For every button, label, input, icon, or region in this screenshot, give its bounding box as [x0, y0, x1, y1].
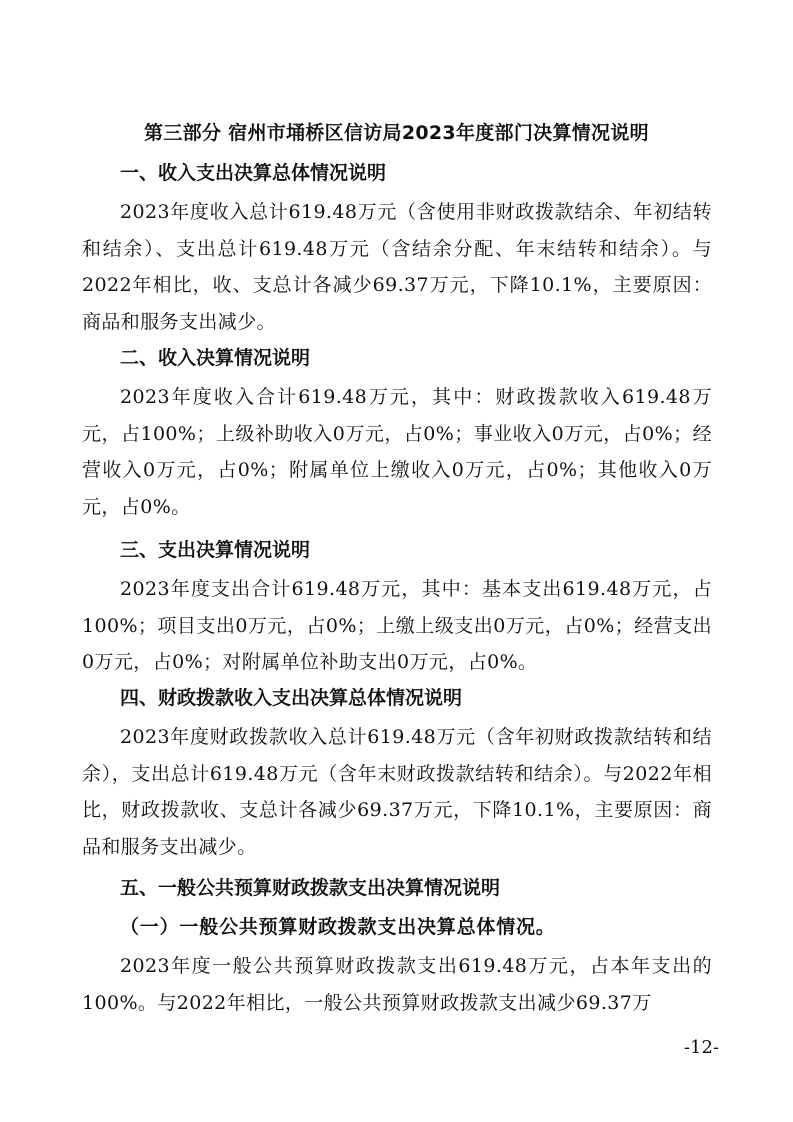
- page-title: 第三部分 宿州市埇桥区信访局2023年度部门决算情况说明: [144, 122, 649, 144]
- section-heading-5: 五、一般公共预算财政拨款支出决算情况说明: [120, 877, 501, 899]
- section-heading-1: 一、收入支出决算总体情况说明: [120, 162, 387, 184]
- section-paragraph-4: 2023年度财政拨款收入总计619.48万元（含年初财政拨款结转和结余），支出总计619.48万元（含年末财政拨款结转和结余）。与2022年相比，财政拨款收、支总计各减少69.37万元，下降10.1%，主要原因：商品和服务支出减少。: [82, 726, 712, 858]
- section-paragraph-2: 2023年度收入合计619.48万元，其中：财政拨款收入619.48万元，占100%；上级补助收入0万元，占0%；事业收入0万元，占0%；经营收入0万元，占0%；附属单位上缴收入0万元，占0%；其他收入0万元，占0%。: [82, 386, 712, 518]
- section-paragraph-3: 2023年度支出合计619.48万元，其中：基本支出619.48万元，占100%；项目支出0万元，占0%；上缴上级支出0万元，占0%；经营支出0万元，占0%；对附属单位补助支出0万元，占0%。: [82, 578, 712, 673]
- section-heading-3: 三、支出决算情况说明: [120, 539, 311, 561]
- section-heading-2: 二、收入决算情况说明: [120, 347, 311, 369]
- section-heading-4: 四、财政拨款收入支出决算总体情况说明: [120, 687, 463, 709]
- section-paragraph-5: 2023年度一般公共预算财政拨款支出619.48万元，占本年支出的100%。与2022年相比，一般公共预算财政拨款支出减少69.37万: [82, 955, 712, 1014]
- section-paragraph-1: 2023年度收入总计619.48万元（含使用非财政拨款结余、年初结转和结余）、支出总计619.48万元（含结余分配、年末结转和结余）。与2022年相比，收、支总计各减少69.37万元，下降10.1%，主要原因：商品和服务支出减少。: [82, 201, 712, 333]
- section-subheading-5-1: （一）一般公共预算财政拨款支出决算总体情况。: [120, 916, 556, 938]
- page-number: -12-: [683, 1037, 719, 1058]
